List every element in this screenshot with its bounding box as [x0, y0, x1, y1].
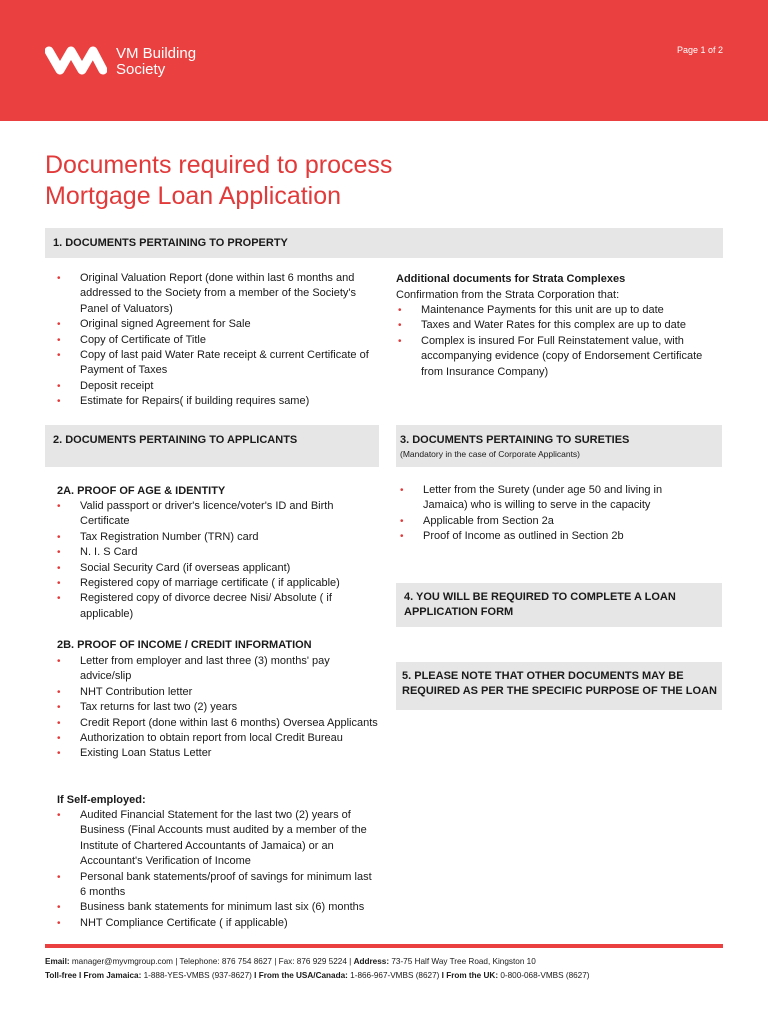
tollfree-uk-label: I From the UK: [441, 971, 499, 980]
property-documents-list [55, 271, 380, 410]
tollfree-jamaica-number: 1-888-YES-VMBS (937-8627) [141, 971, 255, 980]
list-item: • Letter from employer and last three (3) months' pay advice/slip [55, 654, 380, 685]
list-item: • Taxes and Water Rates for this complex are up to date [396, 318, 706, 333]
footer-divider [45, 944, 723, 948]
logo-line-2: Society [116, 61, 166, 78]
list-item: • NHT Compliance Certificate ( if applicable) [55, 916, 380, 931]
strata-list [396, 303, 706, 380]
list-item: • Original signed Agreement for Sale [55, 317, 380, 332]
proof-of-age-heading: 2A. PROOF OF AGE & IDENTITY [57, 485, 226, 497]
tollfree-uk-number: 0-800-068-VMBS (8627) [498, 971, 590, 980]
list-item: • Social Security Card (if overseas applicant) [55, 561, 380, 576]
tollfree-jamaica-label: Toll-free I From Jamaica: [45, 971, 142, 980]
footer-line-2 [45, 969, 590, 983]
list-item: • Valid passport or driver's licence/voter's ID and Birth Certificate [55, 499, 380, 530]
list-item: • Existing Loan Status Letter [55, 746, 380, 761]
self-employed-list [55, 808, 380, 931]
tollfree-usa-number: 1-866-967-VMBS (8627) [347, 971, 442, 980]
list-item: • Original Valuation Report (done within last 6 months and addressed to the Society from a member of the Society's Panel of Valuators) [55, 271, 380, 317]
email-contact-details[interactable]: manager@myvmgroup.com | Telephone: 876 754 8627 | Fax: 876 929 5224 | [69, 957, 354, 966]
section-1-title: 1. DOCUMENTS PERTAINING TO PROPERTY [53, 237, 288, 249]
section-3-title: 3. DOCUMENTS PERTAINING TO SURETIES [400, 434, 630, 446]
list-item: • Complex is insured For Full Reinstatement value, with accompanying evidence (copy of Endorsement Certificate from Insurance Company) [396, 334, 706, 380]
list-item: • Tax Registration Number (TRN) card [55, 530, 380, 545]
section-4-text: 4. YOU WILL BE REQUIRED TO COMPLETE A LOAN APPLICATION FORM [404, 591, 676, 618]
list-item: • Authorization to obtain report from local Credit Bureau [55, 731, 380, 746]
title-line-1: Documents required to process [45, 151, 393, 179]
list-item: • Credit Report (done within last 6 months) Oversea Applicants [55, 716, 380, 731]
logo-line-1: VM Building [116, 45, 197, 62]
income-documents-list [55, 654, 380, 762]
tollfree-usa-label: I From the USA/Canada: [254, 971, 348, 980]
list-item: • Registered copy of marriage certificate ( if applicable) [55, 576, 380, 591]
identity-documents-list [55, 499, 380, 622]
page-number: Page 1 of 2 [676, 45, 723, 55]
proof-of-income-heading: 2B. PROOF OF INCOME / CREDIT INFORMATION [57, 639, 312, 651]
strata-heading: Additional documents for Strata Complexes [396, 273, 626, 285]
footer-line-1 [45, 955, 590, 969]
list-item: • Registered copy of divorce decree Nisi/ Absolute ( if applicable) [55, 591, 380, 622]
strata-intro: Confirmation from the Strata Corporation that: [396, 289, 620, 301]
section-2-title: 2. DOCUMENTS PERTAINING TO APPLICANTS [53, 434, 298, 446]
document-title [45, 150, 392, 212]
sureties-list [398, 483, 708, 545]
list-item: • Estimate for Repairs( if building requires same) [55, 394, 380, 409]
list-item: • Letter from the Surety (under age 50 and living in Jamaica) who is willing to serve in the capacity [398, 483, 708, 514]
header-band [0, 0, 768, 121]
title-line-2: Mortgage Loan Application [45, 182, 342, 210]
list-item: • Copy of last paid Water Rate receipt & current Certificate of Payment of Taxes [55, 348, 380, 379]
list-item: • Audited Financial Statement for the last two (2) years of Business (Final Accounts must audited by a member of the Institute of Chartered Accountants of Jamaica) or an Accountant's Verification of Income [55, 808, 380, 870]
logo-wordmark [116, 46, 196, 78]
list-item: • Maintenance Payments for this unit are up to date [396, 303, 706, 318]
list-item: • N. I. S Card [55, 545, 380, 560]
list-item: • Applicable from Section 2a [398, 514, 708, 529]
address-label: Address: [353, 957, 390, 966]
list-item: • NHT Contribution letter [55, 685, 380, 700]
section-3-subtitle: (Mandatory in the case of Corporate Applicants) [400, 449, 581, 459]
self-employed-heading: If Self-employed: [57, 794, 146, 806]
list-item: • Copy of Certificate of Title [55, 333, 380, 348]
email-label: Email: [45, 957, 70, 966]
list-item: • Proof of Income as outlined in Section 2b [398, 529, 708, 544]
list-item: • Tax returns for last two (2) years [55, 700, 380, 715]
list-item: • Personal bank statements/proof of savings for minimum last 6 months [55, 870, 380, 901]
vm-logo-icon [45, 45, 107, 75]
list-item: • Business bank statements for minimum last six (6) months [55, 900, 380, 915]
list-item: • Deposit receipt [55, 379, 380, 394]
address-value: 73-75 Half Way Tree Road, Kingston 10 [389, 957, 536, 966]
footer-contact [45, 955, 590, 983]
section-5-text: 5. PLEASE NOTE THAT OTHER DOCUMENTS MAY BE REQUIRED AS PER THE SPECIFIC PURPOSE OF THE LOAN [402, 670, 717, 697]
